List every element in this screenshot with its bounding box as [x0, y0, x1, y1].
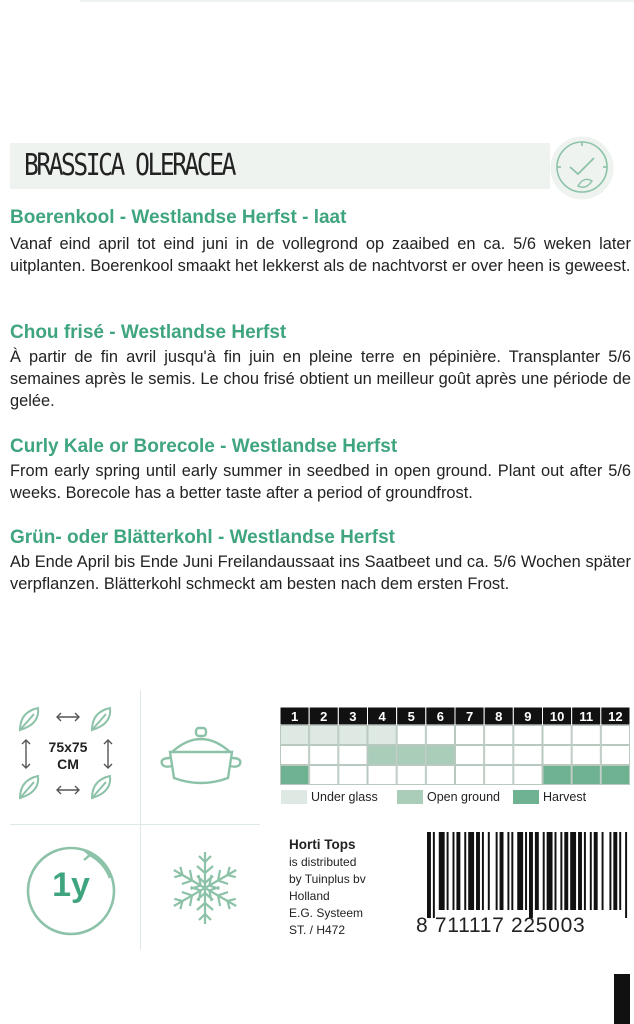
barcode-bar — [447, 832, 449, 910]
latin-name: BRASSICA OLERACEA — [24, 148, 234, 183]
barcode-bar — [488, 832, 490, 910]
section-body-nl: Vanaf eind april tot eind juni in de vollegrond op zaaibed en ca. 5/6 weken later uitplanten. Boerenkool smaakt het lekkerst als de nachtvorst er over heen is geweest. — [10, 235, 631, 275]
distributor-line: Holland — [289, 889, 330, 903]
month-label: 4 — [378, 709, 386, 724]
month-label: 10 — [549, 709, 565, 724]
calendar-cell — [397, 726, 425, 745]
barcode-bar — [613, 832, 617, 910]
distributor-line: ST. / H472 — [289, 923, 346, 937]
barcode-bar — [500, 832, 504, 910]
icon-grid-horizontal-divider — [10, 824, 260, 825]
calendar-cell — [310, 726, 338, 745]
calendar-cell — [572, 766, 600, 785]
calendar-cell — [426, 746, 454, 765]
calendar-cell — [281, 766, 309, 785]
calendar-cell — [281, 746, 309, 765]
barcode-bar — [625, 832, 627, 918]
calendar-cell — [310, 746, 338, 765]
barcode-bar — [427, 832, 431, 918]
calendar-cell — [397, 746, 425, 765]
legend-under-glass — [281, 790, 378, 804]
barcode-bar — [584, 832, 586, 910]
calendar-cell — [339, 746, 367, 765]
calendar-cell — [601, 746, 629, 765]
calendar-cell — [339, 766, 367, 785]
lifecycle-label: 1y — [52, 866, 90, 904]
month-label: 5 — [407, 709, 415, 724]
calendar-cell — [572, 746, 600, 765]
calendar-cell — [601, 726, 629, 745]
month-label: 11 — [579, 709, 594, 724]
top-divider — [80, 0, 634, 2]
barcode-bar — [570, 832, 576, 910]
calendar-cell — [426, 726, 454, 745]
sowing-clock-icon — [548, 134, 616, 202]
calendar-cell — [572, 726, 600, 745]
calendar-cell — [339, 726, 367, 745]
distributor-line: by Tuinplus bv — [289, 872, 366, 886]
barcode-bar — [535, 832, 539, 910]
icon-grid-vertical-divider — [140, 690, 141, 950]
calendar-cell — [485, 766, 513, 785]
barcode-bar — [619, 832, 621, 910]
section-title-en: Curly Kale or Borecole - Westlandse Herfst — [10, 436, 398, 457]
section-title-nl: Boerenkool - Westlandse Herfst - laat — [10, 207, 347, 228]
legend-harvest — [513, 790, 586, 804]
barcode-bar — [433, 832, 435, 918]
distributor-brand: Horti Tops — [289, 837, 356, 852]
barcode-bar — [456, 832, 460, 910]
calendar-cell — [368, 726, 396, 745]
calendar-cell — [456, 726, 484, 745]
spacing-unit: CM — [57, 756, 79, 772]
calendar-cell — [514, 746, 542, 765]
calendar-cell — [485, 726, 513, 745]
barcode-bar — [590, 832, 592, 910]
barcode-bar — [547, 832, 553, 910]
calendar-cell — [426, 766, 454, 785]
ean-barcode — [427, 832, 631, 918]
calendar-cell — [310, 766, 338, 785]
black-edge-mark — [614, 974, 630, 1024]
spacing-value: 75x75 — [48, 739, 88, 755]
barcode-bar — [609, 832, 611, 910]
calendar-cell — [514, 766, 542, 785]
legend-label-under-glass: Under glass — [311, 790, 378, 804]
barcode-bar — [496, 832, 498, 910]
section-title-de: Grün- oder Blätterkohl - Westlandse Herfst — [10, 527, 395, 548]
calendar-cell — [543, 726, 571, 745]
calendar-cell — [485, 746, 513, 765]
barcode-bar — [525, 832, 527, 910]
barcode-bar — [453, 832, 455, 910]
calendar-cell — [397, 766, 425, 785]
barcode-bar — [564, 832, 568, 910]
barcode-bar — [439, 832, 445, 910]
month-label: 12 — [608, 709, 623, 724]
barcode-bar — [543, 832, 545, 910]
distributor-line: E.G. Systeem — [289, 906, 364, 920]
section-body-fr: À partir de fin avril jusqu'à fin juin en pleine terre en pépinière. Transplanter 5/6 semaines après le semis. Le chou frisé obtient un meilleur goût après une période de gelée. — [10, 348, 631, 410]
distributor-block — [289, 836, 366, 939]
barcode-bar — [507, 832, 509, 910]
barcode-bar — [555, 832, 557, 910]
barcode-bar — [482, 832, 484, 910]
legend-label-open-ground: Open ground — [427, 790, 500, 804]
legend-swatch-under-glass — [281, 790, 307, 804]
cooking-pot-icon — [158, 718, 244, 790]
calendar-cell — [281, 726, 309, 745]
month-label: 2 — [320, 709, 328, 724]
barcode-bar — [594, 832, 598, 910]
month-label: 6 — [436, 709, 445, 724]
barcode-bar — [517, 832, 523, 910]
legend-swatch-harvest — [513, 790, 539, 804]
section-body-en: From early spring until early summer in seedbed in open ground. Plant out after 5/6 weeks. Borecole has a better taste after a period of groundfrost. — [10, 462, 631, 502]
calendar-cell — [514, 726, 542, 745]
barcode-bar — [511, 832, 513, 910]
distributor-line: is distributed — [289, 855, 357, 869]
month-label: 1 — [290, 709, 299, 724]
barcode-bar — [602, 832, 604, 910]
barcode-bar — [560, 832, 562, 910]
month-label: 8 — [495, 709, 503, 724]
calendar-cell — [456, 766, 484, 785]
section-body-de: Ab Ende April bis Ende Juni Freilandaussaat ins Saatbeet und ca. 5/6 Wochen später verpflanzen. Blätterkohl schmeckt am besten nach dem ersten Frost. — [10, 553, 631, 593]
calendar-cell — [368, 766, 396, 785]
section-title-fr: Chou frisé - Westlandse Herfst — [10, 322, 287, 343]
legend-label-harvest: Harvest — [543, 790, 587, 804]
calendar-cell — [368, 746, 396, 765]
calendar-cell — [601, 766, 629, 785]
month-label: 9 — [524, 709, 532, 724]
snowflake-frost-icon — [166, 848, 244, 928]
sowing-calendar-grid — [280, 707, 630, 785]
barcode-bar — [476, 832, 480, 910]
month-label: 7 — [465, 709, 474, 724]
calendar-cell — [456, 746, 484, 765]
month-label: 3 — [349, 709, 357, 724]
barcode-bar — [468, 832, 474, 910]
calendar-cell — [543, 746, 571, 765]
legend-swatch-open-ground — [397, 790, 423, 804]
barcode-number: 8 711117 225003 — [416, 914, 586, 937]
barcode-bar — [578, 832, 582, 910]
barcode-bar — [529, 832, 533, 918]
legend-open-ground — [397, 790, 500, 804]
calendar-cell — [543, 766, 571, 785]
barcode-bar — [464, 832, 466, 910]
